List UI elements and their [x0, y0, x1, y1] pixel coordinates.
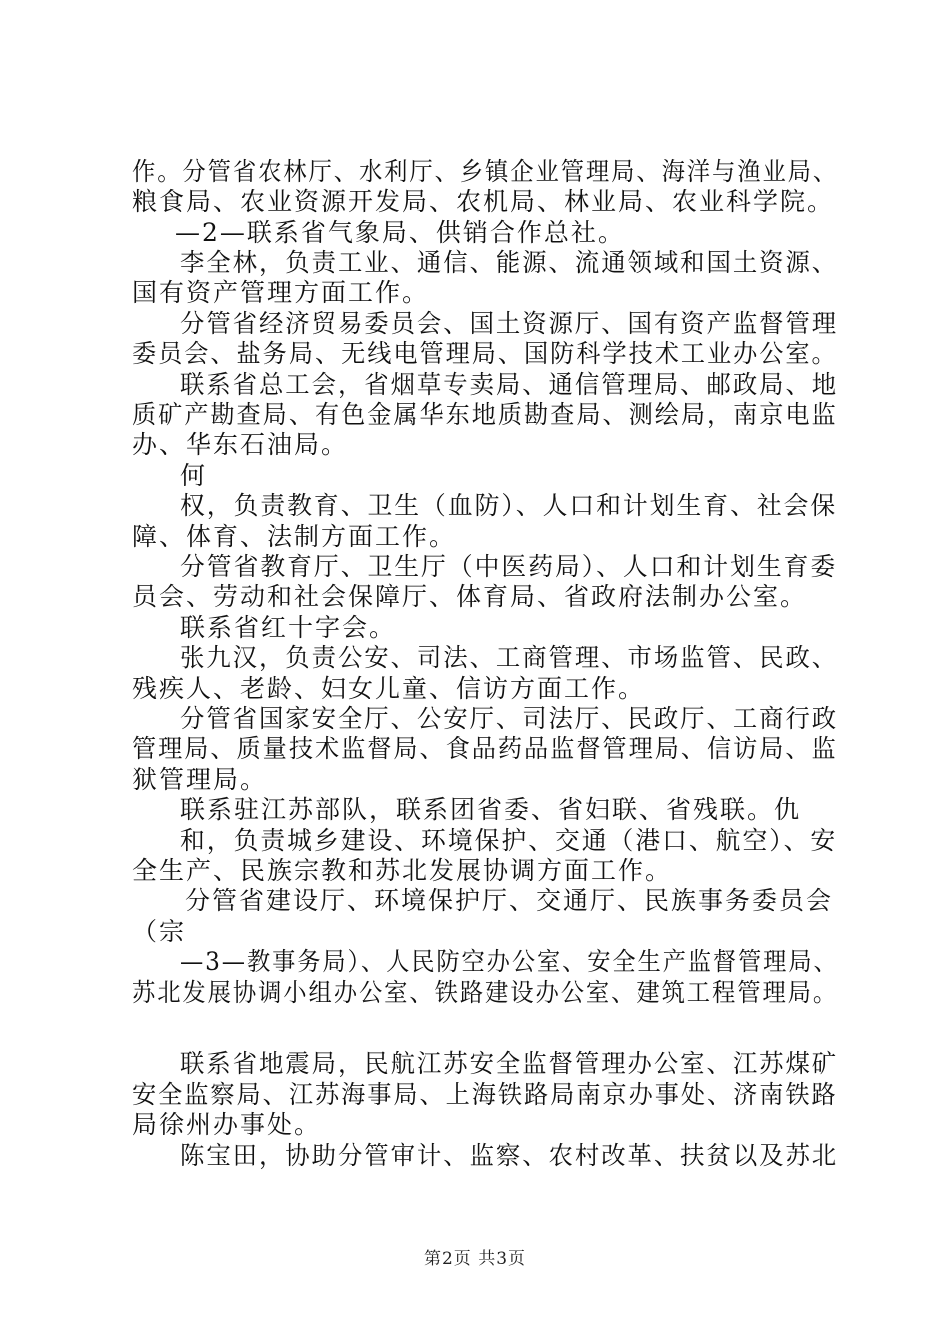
text-line: 联系省红十字会。	[180, 613, 397, 642]
text-line: 李全林，负责工业、通信、能源、流通领域和国土资源、	[180, 248, 839, 277]
text-line: 陈宝田，协助分管审计、监察、农村改革、扶贫以及苏北	[180, 1141, 839, 1170]
text-line: 分管省国家安全厅、公安厅、司法厅、民政厅、工商行政	[180, 704, 839, 733]
text-line: 国有资产管理方面工作。	[132, 278, 430, 307]
text-line: 全生产、民族宗教和苏北发展协调方面工作。	[132, 856, 673, 885]
text-line: 分管省建设厅、环境保护厅、交通厅、民族事务委员会	[185, 886, 834, 915]
text-line: 和，负责城乡建设、环境保护、交通（港口、航空）、安	[180, 826, 838, 855]
text-line: （宗	[132, 917, 187, 946]
text-line: 作。分管省农林厅、水利厅、乡镇企业管理局、海洋与渔业局、	[132, 157, 839, 186]
text-line: 质矿产勘查局、有色金属华东地质勘查局、测绘局，南京电监	[132, 400, 838, 429]
text-line: 联系驻江苏部队，联系团省委、省妇联、省残联。仇	[180, 795, 802, 824]
text-line: 苏北发展协调小组办公室、铁路建设办公室、建筑工程管理局。	[132, 978, 839, 1007]
page-footer: 第2页 共3页	[423, 1249, 527, 1269]
text-line: 分管省教育厅、卫生厅（中医药局）、人口和计划生育委	[180, 552, 838, 581]
text-line: 残疾人、老龄、妇女儿童、信访方面工作。	[132, 674, 646, 703]
text-line: 分管省经济贸易委员会、国土资源厅、国有资产监督管理	[180, 309, 839, 338]
text-line: 粮食局、农业资源开发局、农机局、林业局、农业科学院。	[132, 187, 835, 216]
text-line: —2—联系省气象局、供销合作总社。	[175, 218, 625, 247]
text-line: 权，负责教育、卫生（血防）、人口和计划生育、社会保	[180, 491, 838, 520]
text-line: 委员会、盐务局、无线电管理局、国防科学技术工业办公室。	[132, 339, 838, 368]
text-line: 联系省总工会，省烟草专卖局、通信管理局、邮政局、地	[180, 370, 839, 399]
text-line: 狱管理局。	[132, 765, 268, 794]
text-line: 局徐州办事处。	[132, 1110, 322, 1139]
text-line: 张九汉，负责公安、司法、工商管理、市场监管、民政、	[180, 643, 839, 672]
text-line: 员会、劳动和社会保障厅、体育局、省政府法制办公室。	[132, 582, 808, 611]
text-line: 障、体育、法制方面工作。	[132, 522, 457, 551]
text-line: 安全监察局、江苏海事局、上海铁路局南京办事处、济南铁路	[132, 1080, 838, 1109]
text-line: 何	[180, 461, 208, 490]
text-line: 管理局、质量技术监督局、食品药品监督管理局、信访局、监	[132, 734, 838, 763]
text-line: 办、华东石油局。	[132, 430, 349, 459]
text-line: 联系省地震局，民航江苏安全监督管理办公室、江苏煤矿	[180, 1049, 839, 1078]
text-line: —3—教事务局）、人民防空办公室、安全生产监督管理局、	[180, 947, 839, 976]
